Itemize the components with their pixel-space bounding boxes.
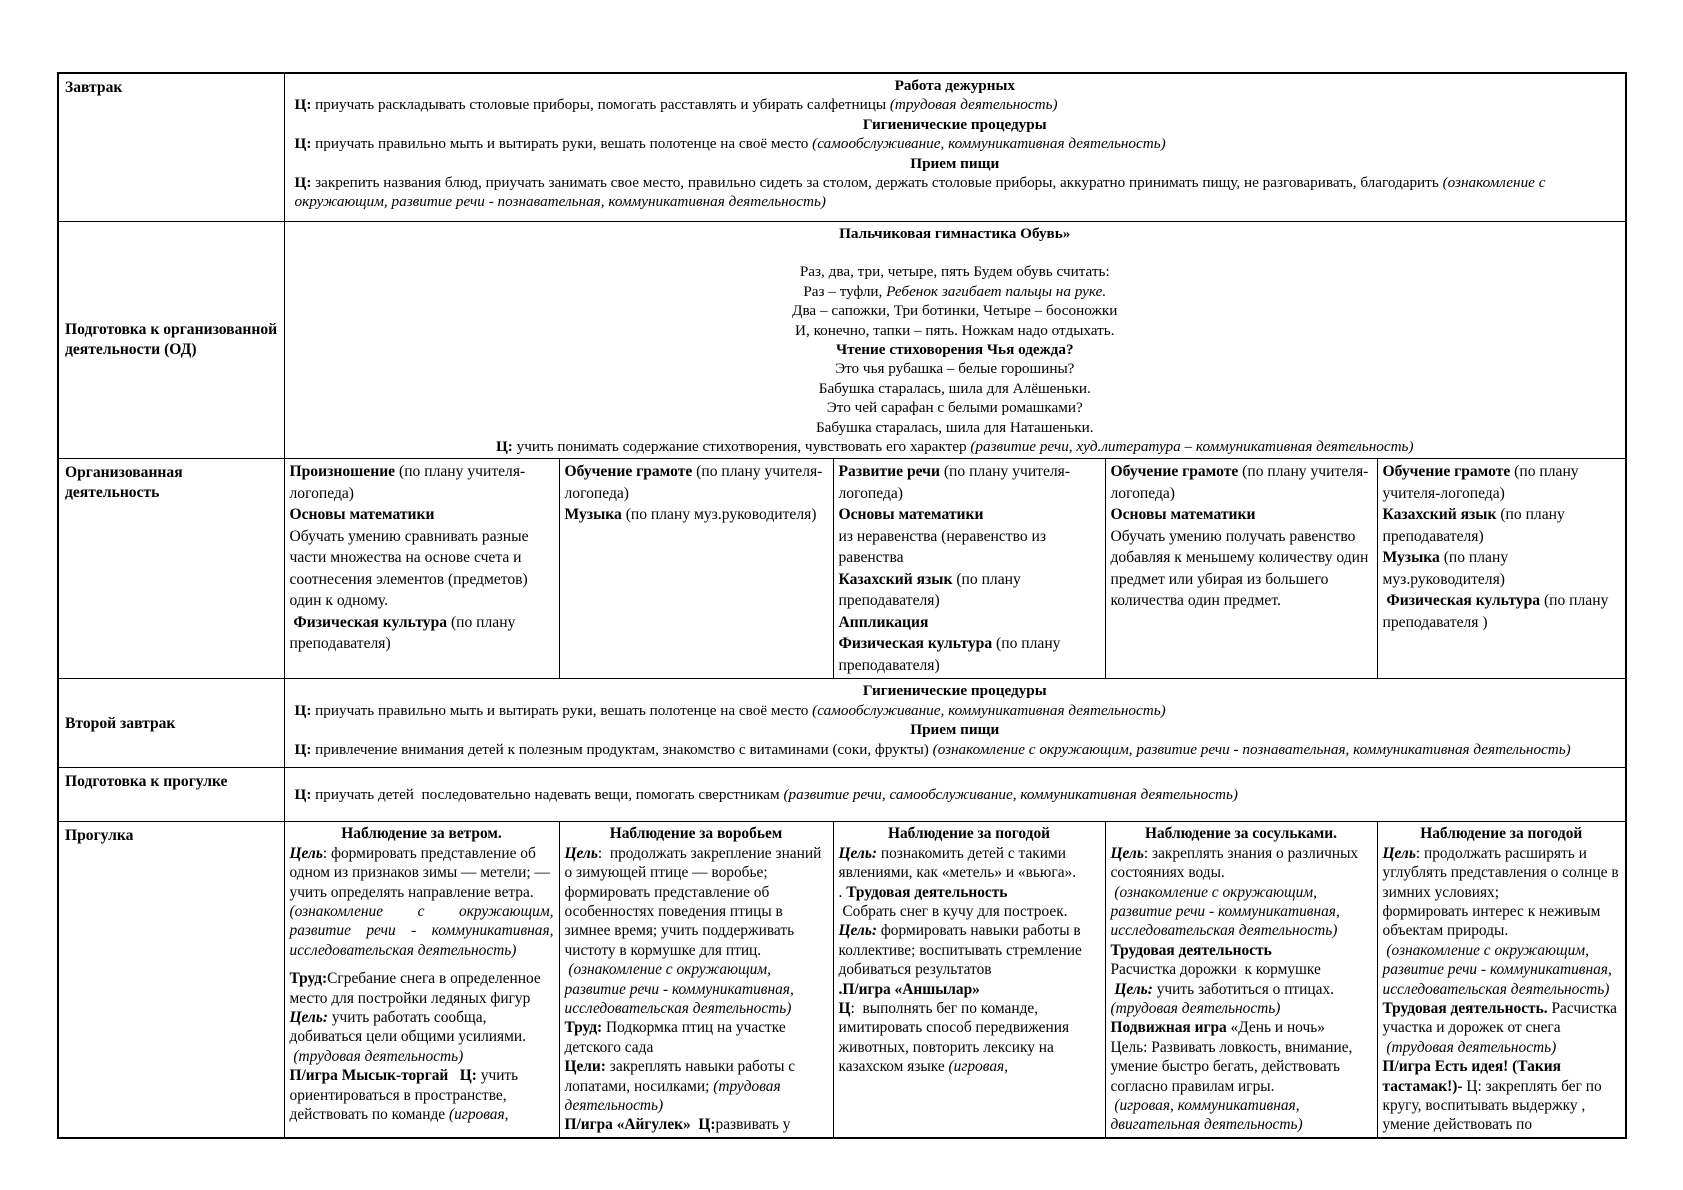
paragraph: (ознакомление с окружающим, развитие речи - коммуникативная, исследовательская деятельность)	[289, 903, 554, 959]
table-row-prep-walk	[58, 768, 1626, 822]
paragraph: Казахский язык (по плану преподавателя)	[838, 570, 1025, 610]
paragraph: Наблюдение за ветром.	[341, 825, 502, 843]
paragraph: Музыка (по плану муз.руководителя)	[564, 506, 817, 524]
paragraph: Цель: закреплять знания о различных состояниях воды.	[1110, 844, 1362, 882]
paragraph: Ц: приучать правильно мыть и вытирать руки, вешать полотенце на своё место (самообслуживание, коммуникативная деятельность)	[294, 135, 1166, 153]
paragraph: . Трудовая деятельность	[838, 883, 1008, 901]
paragraph: П/игра Есть идея! (Такия тастамак!)- Ц: закреплять бег по кругу, воспитывать выдержку , умение действовать по	[1382, 1058, 1606, 1134]
paragraph: Цель: познакомить детей с такими явлениями, как «метель» и «вьюга».	[838, 844, 1077, 882]
paragraph: Музыка (по плану муз.руководителя)	[1382, 549, 1513, 588]
paragraph: Физическая культура (по плану преподавателя)	[838, 635, 1065, 674]
paragraph: Раз – туфли, Ребенок загибает пальцы на руке.	[803, 282, 1107, 300]
paragraph: из неравенства (неравенство из равенства	[838, 527, 1050, 567]
paragraph: Трудовая деятельность	[1110, 941, 1272, 959]
paragraph: Трудовая деятельность. Расчистка участка и дорожек от снега	[1382, 1000, 1621, 1037]
paragraph: Цель: формировать навыки работы в коллективе; воспитывать стремление добиваться результатов	[838, 922, 1086, 979]
paragraph: Расчистка дорожки к кормушке	[1110, 961, 1321, 979]
prep-walk-content	[284, 768, 1626, 822]
paragraph: (игровая, коммуникативная, двигательная деятельность)	[1110, 1097, 1304, 1134]
paragraph: Обучать умению получать равенство добавляя к меньшему количеству один предмет или убирая из большего количества один предмет.	[1110, 527, 1373, 610]
paragraph: Ц: выполнять бег по команде, имитировать способ передвижения животных, повторить лексику на казахском языке (игровая,	[838, 1000, 1073, 1076]
od-column-4	[1105, 459, 1377, 679]
paragraph: П/игра Мысык-торгай Ц: учить ориентироваться в пространстве, действовать по команде (игровая,	[289, 1067, 523, 1124]
paragraph: Это чей сарафан с белыми ромашками?	[826, 399, 1083, 417]
paragraph: (трудовая деятельность)	[1110, 1000, 1281, 1018]
paragraph: Физическая культура (по плану преподавателя)	[289, 613, 520, 653]
table-row-prep-od	[58, 221, 1626, 459]
paragraph: Гигиенические процедуры	[862, 682, 1047, 700]
paragraph: Ц: приучать детей последовательно надевать вещи, помогать сверстникам (развитие речи, самообслуживание, коммуникативная деятельность)	[294, 786, 1238, 804]
paragraph: Основы математики	[289, 506, 435, 524]
paragraph: Цель: Развивать ловкость, внимание, умение быстро бегать, действовать согласно правилам игры.	[1110, 1038, 1357, 1095]
row-label-breakfast: Завтрак	[58, 73, 284, 221]
paragraph: Раз, два, три, четыре, пять Будем обувь считать:	[799, 263, 1110, 281]
second-breakfast-content	[284, 679, 1626, 768]
paragraph: (ознакомление с окружающим, развитие речи - коммуникативная, исследовательская деятельность)	[564, 961, 798, 1018]
paragraph: Обучение грамоте (по плану учителя-логопеда)	[1110, 463, 1369, 502]
walk-column-1	[284, 822, 559, 1138]
paragraph: Работа дежурных	[894, 77, 1015, 94]
paragraph: Обучение грамоте (по плану учителя-логопеда)	[1382, 463, 1583, 502]
row-label-prep-walk: Подготовка к прогулке	[58, 768, 284, 822]
daily-plan-table	[57, 72, 1627, 1139]
walk-column-3	[833, 822, 1105, 1138]
paragraph: Цель: учить работать сообща, добиваться цели общими усилиями.	[289, 1009, 526, 1046]
od-column-5	[1377, 459, 1626, 679]
paragraph: Ц: привлечение внимания детей к полезным продуктам, знакомство с витаминами (соки, фрукты) (ознакомление с окружающим, развитие речи - познавательная, коммуникативная деятельность)	[294, 740, 1571, 758]
paragraph: Ц: приучать правильно мыть и вытирать руки, вешать полотенце на своё место (самообслуживание, коммуникативная деятельность)	[294, 701, 1166, 719]
paragraph: Аппликация	[838, 613, 929, 631]
paragraph: П/игра «Айгулек» Ц:развивать у	[564, 1116, 791, 1134]
walk-column-4	[1105, 822, 1377, 1138]
paragraph: Пальчиковая гимнастика Обувь»	[839, 224, 1071, 242]
paragraph: (ознакомление с окружающим, развитие речи - коммуникативная, исследовательская деятельность)	[1110, 883, 1344, 940]
paragraph: Прием пищи	[910, 721, 1000, 739]
paragraph: Ц: приучать раскладывать столовые приборы, помогать расставлять и убирать салфетницы (трудовая деятельность)	[294, 96, 1058, 114]
paragraph: Труд: Подкормка птиц на участке детского сада	[564, 1019, 790, 1056]
paragraph: Произношение (по плану учителя-логопеда)	[289, 463, 526, 502]
paragraph: Обучение грамоте (по плану учителя-логопеда)	[564, 463, 823, 502]
paragraph: Основы математики	[838, 506, 984, 524]
table-row-organized-activity	[58, 459, 1626, 679]
walk-column-5	[1377, 822, 1626, 1138]
breakfast-content	[284, 73, 1626, 221]
paragraph: Гигиенические процедуры	[862, 115, 1047, 133]
paragraph: Цель: учить заботиться о птицах.	[1110, 980, 1335, 998]
table-row-second-breakfast	[58, 679, 1626, 768]
paragraph: формировать интерес к неживым объектам природы.	[1382, 903, 1605, 940]
paragraph: И, конечно, тапки – пять. Ножкам надо отдыхать.	[795, 321, 1115, 339]
paragraph: (ознакомление с окружающим, развитие речи - коммуникативная, исследовательская деятельность)	[1382, 941, 1616, 998]
paragraph: (трудовая деятельность)	[1382, 1038, 1557, 1056]
paragraph: Собрать снег в кучу для построек.	[838, 903, 1068, 920]
paragraph: Наблюдение за погодой	[1420, 825, 1583, 843]
row-label-second-breakfast: Второй завтрак	[58, 679, 284, 768]
prep-od-content	[284, 221, 1626, 459]
paragraph: Обучать умению сравнивать разные части множества на основе счета и соотнесения элементов (предметов) один к одному.	[289, 527, 533, 610]
od-column-2	[559, 459, 833, 679]
paragraph: Бабушка старалась, шила для Алёшеньки.	[818, 379, 1091, 397]
paragraph: Наблюдение за погодой	[887, 825, 1051, 843]
table-row-walk	[58, 822, 1626, 1138]
table-row-breakfast	[58, 73, 1626, 221]
paragraph: Бабушка старалась, шила для Наташеньки.	[815, 418, 1094, 436]
paragraph: Это чья рубашка – белые горошины?	[835, 360, 1075, 378]
paragraph: Прием пищи	[910, 154, 1000, 172]
paragraph: Цель: формировать представление об одном из признаков зимы — метели; — учить определять направление ветра.	[289, 844, 554, 901]
paragraph: Подвижная игра «День и ночь»	[1110, 1019, 1325, 1037]
paragraph: Ц: закрепить названия блюд, приучать занимать свое место, правильно сидеть за столом, держать столовые приборы, аккуратно принимать пищу, не разговаривать, благодарить (ознакомление с окружающим, развитие речи - познавательная, коммуникативная деятельность)	[294, 174, 1550, 211]
paragraph: Чтение стиховорения Чья одежда?	[835, 340, 1074, 358]
paragraph: Цель: продолжать закрепление знаний о зимующей птице — воробье; формировать представление об особенностях поведения птицы в зимнее время; учить поддерживать чистоту в кормушке для птиц.	[564, 844, 826, 959]
paragraph	[295, 243, 1616, 262]
paragraph: Два – сапожки, Три ботинки, Четыре – босоножки	[792, 302, 1118, 320]
paragraph: Казахский язык (по плану преподавателя)	[1382, 506, 1569, 545]
paragraph: Цель: продолжать расширять и углублять представления о солнце в зимних условиях;	[1382, 844, 1623, 901]
paragraph: Ц: учить понимать содержание стихотворения, чувствовать его характер (развитие речи, худ.литература – коммуникативная деятельность)	[495, 437, 1414, 455]
od-column-1	[284, 459, 559, 679]
paragraph: (трудовая деятельность)	[289, 1047, 464, 1065]
paragraph: .П/игра «Аншылар»	[838, 980, 980, 998]
paragraph: Физическая культура (по плану преподавателя )	[1382, 592, 1613, 631]
row-label-walk: Прогулка	[58, 822, 284, 1138]
paragraph: Основы математики	[1110, 506, 1256, 524]
paragraph: Наблюдение за воробьем	[609, 825, 783, 843]
paragraph: Труд:Сгребание снега в определенное место для постройки ледяных фигур	[289, 970, 545, 1007]
od-column-3	[833, 459, 1105, 679]
paragraph: Цели: закреплять навыки работы с лопатами, носилками; (трудовая деятельность)	[564, 1058, 799, 1115]
row-label-organized-activity: Организованная деятельность	[58, 459, 284, 679]
walk-column-2	[559, 822, 833, 1138]
paragraph: Развитие речи (по плану учителя-логопеда)	[838, 463, 1071, 502]
paragraph: Наблюдение за сосульками.	[1144, 825, 1338, 843]
row-label-prep-od: Подготовка к организованной деятельности (ОД)	[58, 221, 284, 459]
